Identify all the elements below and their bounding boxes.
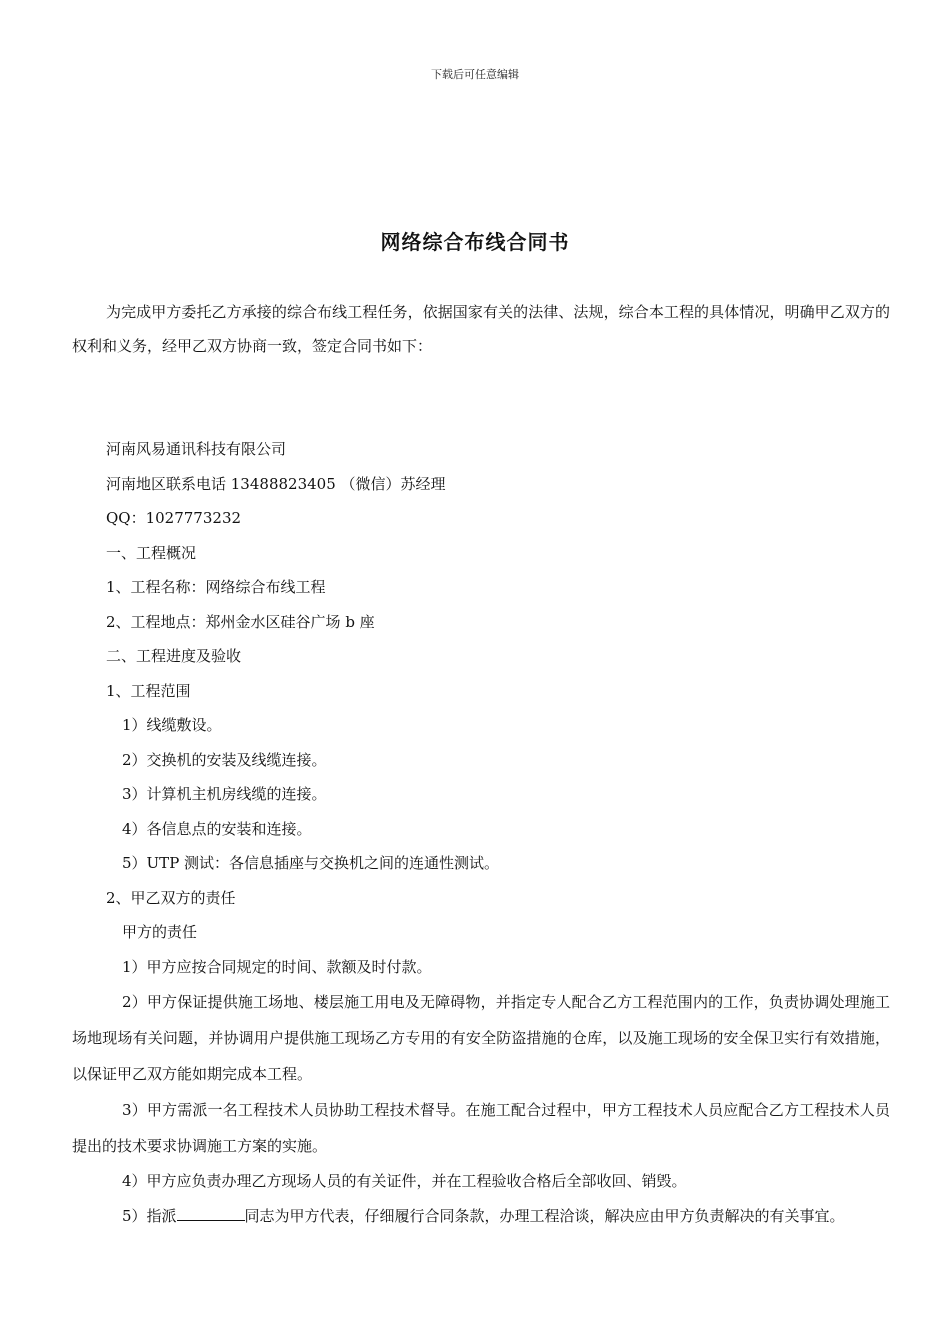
scope-item: 4）各信息点的安装和连接。 xyxy=(122,819,312,838)
section-heading-progress: 二、工程进度及验收 xyxy=(106,647,242,665)
item-5-prefix: 5）指派 xyxy=(122,1207,177,1225)
contact-line: 河南地区联系电话 13488823405 （微信）苏经理 xyxy=(106,474,446,493)
party-a-item: 1）甲方应按合同规定的时间、款额及时付款。 xyxy=(122,957,432,976)
item-5-text: 同志为甲方代表，仔细履行合同条款，办理工程洽谈，解决应由甲方负责解决的有关事宜。 xyxy=(244,1207,845,1225)
party-a-heading: 甲方的责任 xyxy=(122,923,198,941)
project-location: 2、工程地点：郑州金水区硅谷广场 b 座 xyxy=(106,612,375,631)
project-name: 1、工程名称：网络综合布线工程 xyxy=(106,578,326,596)
blank-underline xyxy=(177,1206,245,1221)
section-heading-overview: 一、工程概况 xyxy=(106,543,197,562)
party-a-item: 4）甲方应负责办理乙方现场人员的有关证件，并在工程验收合格后全部收回、销毁。 xyxy=(122,1172,687,1190)
contract-body xyxy=(72,432,890,1234)
scope-item: 5）UTP 测试：各信息插座与交换机之间的连通性测试。 xyxy=(122,854,500,872)
party-a-item: 2）甲方保证提供施工场地、楼层施工用电及无障碍物，并指定专人配合乙方工程范围内的工作，负责协调处理施工场地现场有关问题，并协调用户提供施工现场乙方专用的有安全防盗措施的仓库，以及施工现场的安全保卫实行有效措施，以保证甲乙双方能如期完成本工程。 xyxy=(72,993,890,1083)
scope-heading: 1、工程范围 xyxy=(106,681,191,700)
scope-item: 1）线缆敷设。 xyxy=(122,716,222,734)
company-name: 河南风易通讯科技有限公司 xyxy=(106,440,287,458)
party-a-item-5 xyxy=(72,1198,890,1234)
scope-item: 3）计算机主机房线缆的连接。 xyxy=(122,785,327,803)
intro-paragraph: 为完成甲方委托乙方承接的综合布线工程任务，依据国家有关的法律、法规，综合本工程的具体情况，明确甲乙双方的权利和义务，经甲乙双方协商一致，签定合同书如下： xyxy=(72,303,890,355)
scope-item: 2）交换机的安装及线缆连接。 xyxy=(122,750,327,769)
party-a-item: 3）甲方需派一名工程技术人员协助工程技术督导。在施工配合过程中，甲方工程技术人员应配合乙方工程技术人员提出的技术要求协调施工方案的实施。 xyxy=(72,1101,890,1155)
duty-heading: 2、甲乙双方的责任 xyxy=(106,888,236,907)
qq-line: QQ：1027773232 xyxy=(106,509,242,527)
header-note: 下载后可任意编辑 xyxy=(431,68,519,81)
document-title: 网络综合布线合同书 xyxy=(380,230,570,254)
